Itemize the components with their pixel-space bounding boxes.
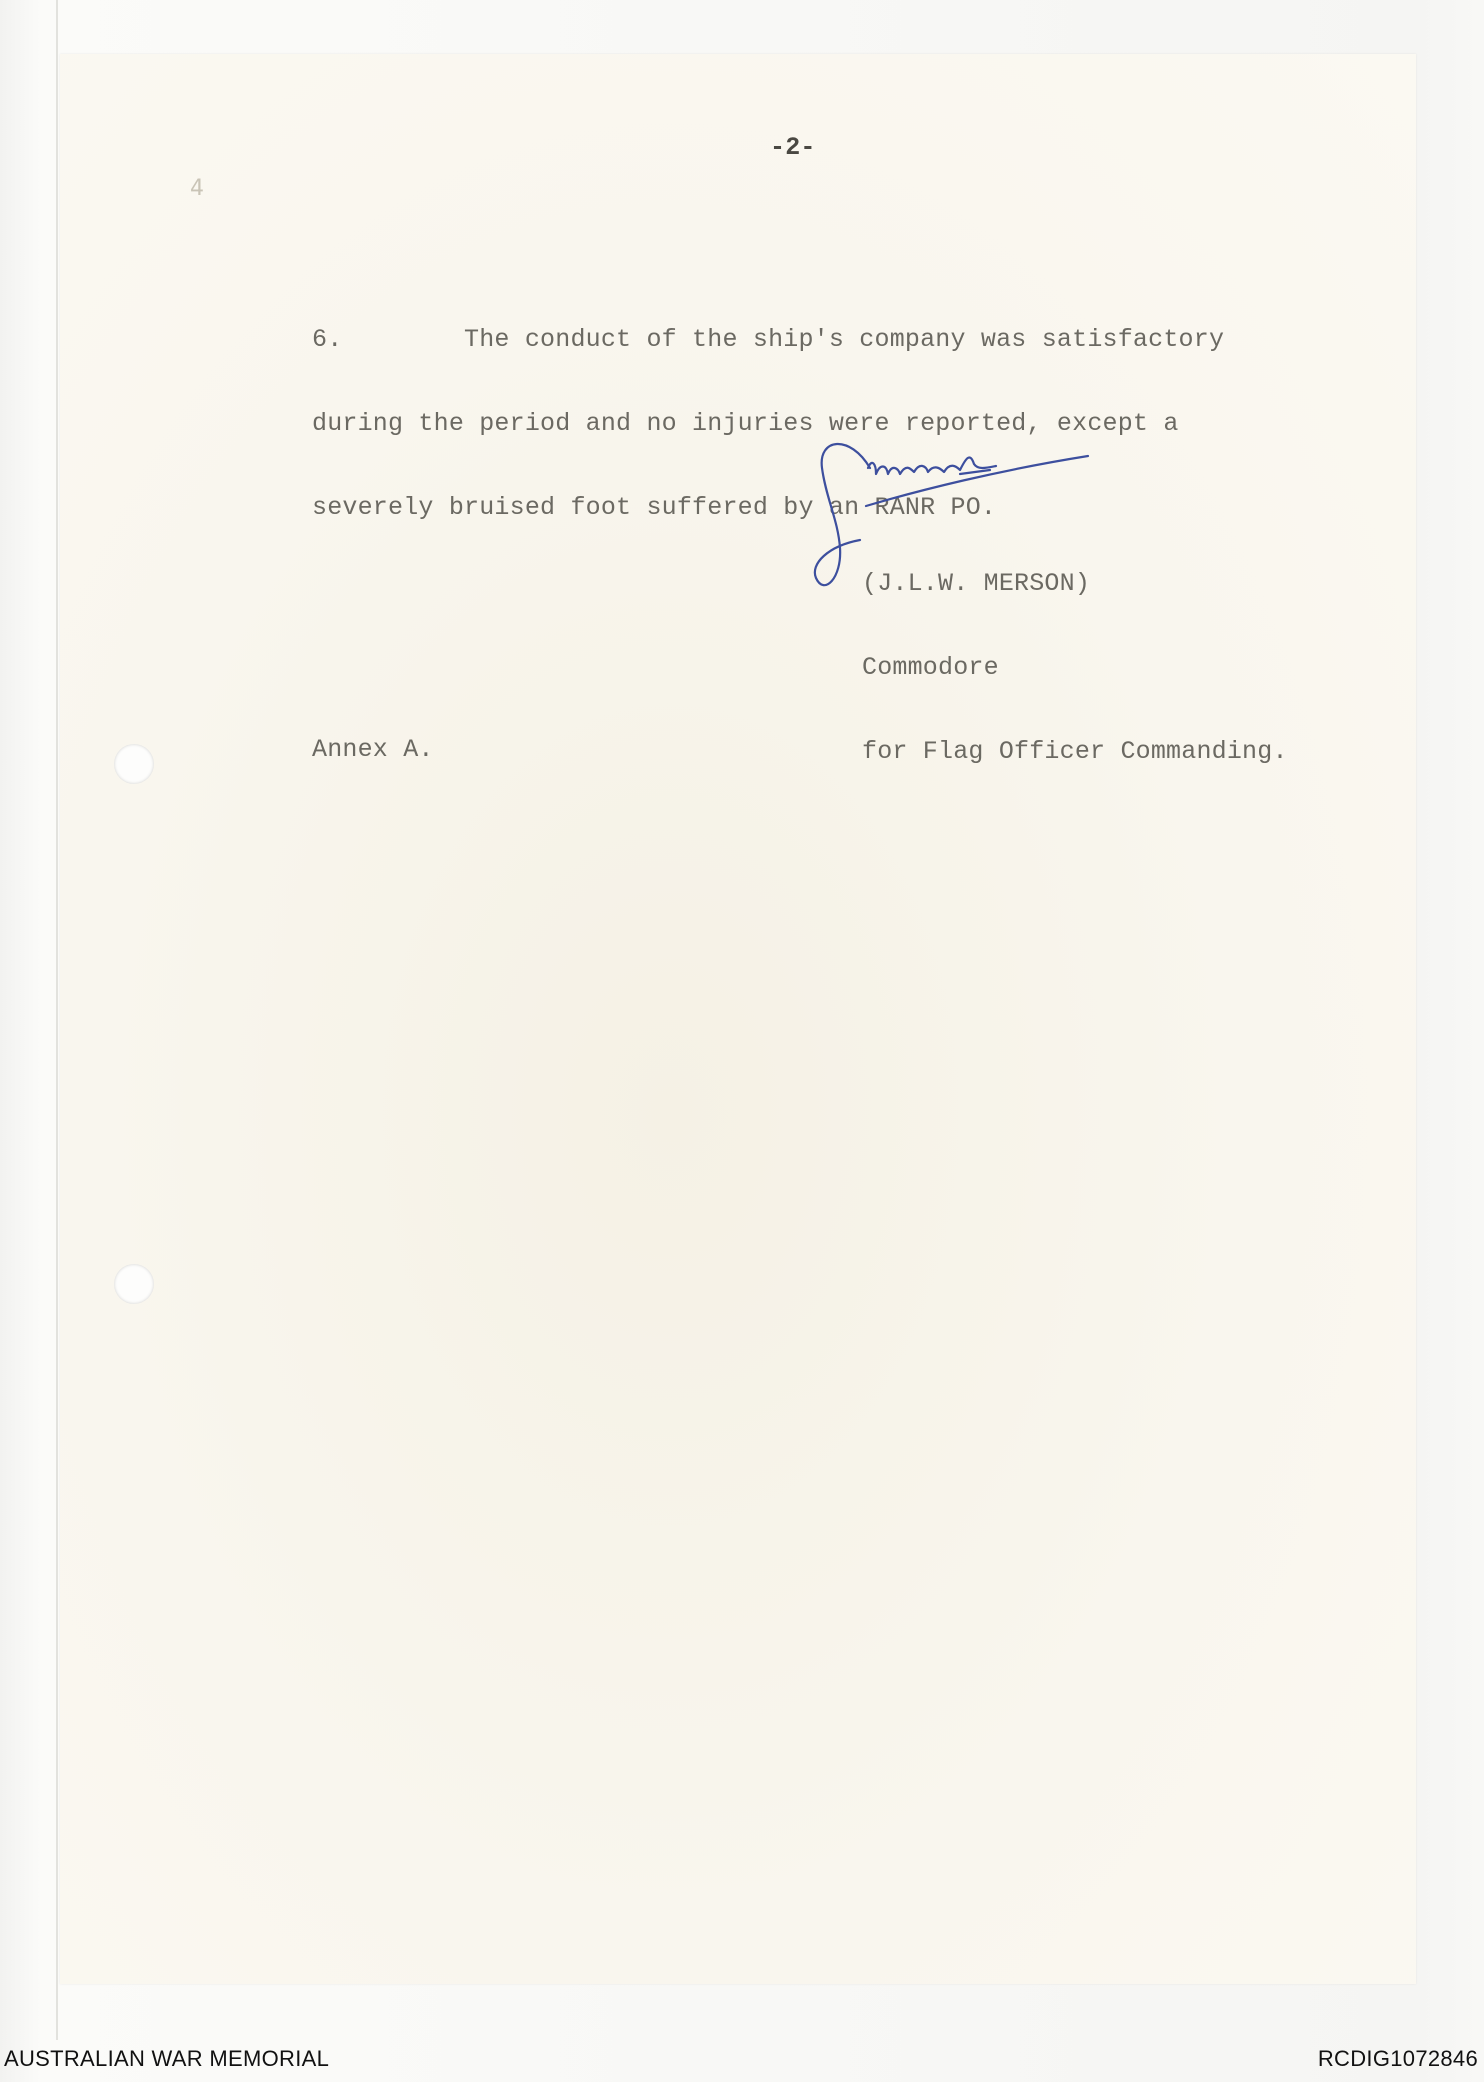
scan-edge-line [56, 0, 58, 2040]
paragraph-line: during the period and no injuries were reported, except a [312, 409, 1179, 438]
footer-item-id: RCDIG1072846 [1317, 2046, 1478, 2071]
signatory-rank: Commodore [862, 653, 999, 682]
corner-mark: 4 [190, 176, 204, 201]
signatory-role: for Flag Officer Commanding. [862, 737, 1288, 766]
paragraph-line: severely bruised foot suffered by an RANR PO. [312, 493, 997, 522]
footer-institution: AUSTRALIAN WAR MEMORIAL [4, 2046, 330, 2071]
signature-block [862, 514, 1288, 794]
punch-hole-top [114, 744, 154, 784]
punch-hole-bottom [114, 1264, 154, 1304]
page-number: -2- [770, 133, 816, 162]
annex-reference: Annex A. [312, 735, 434, 764]
paragraph-line: 6. The conduct of the ship's company was satisfactory [312, 325, 1225, 354]
signatory-name: (J.L.W. MERSON) [862, 569, 1091, 598]
